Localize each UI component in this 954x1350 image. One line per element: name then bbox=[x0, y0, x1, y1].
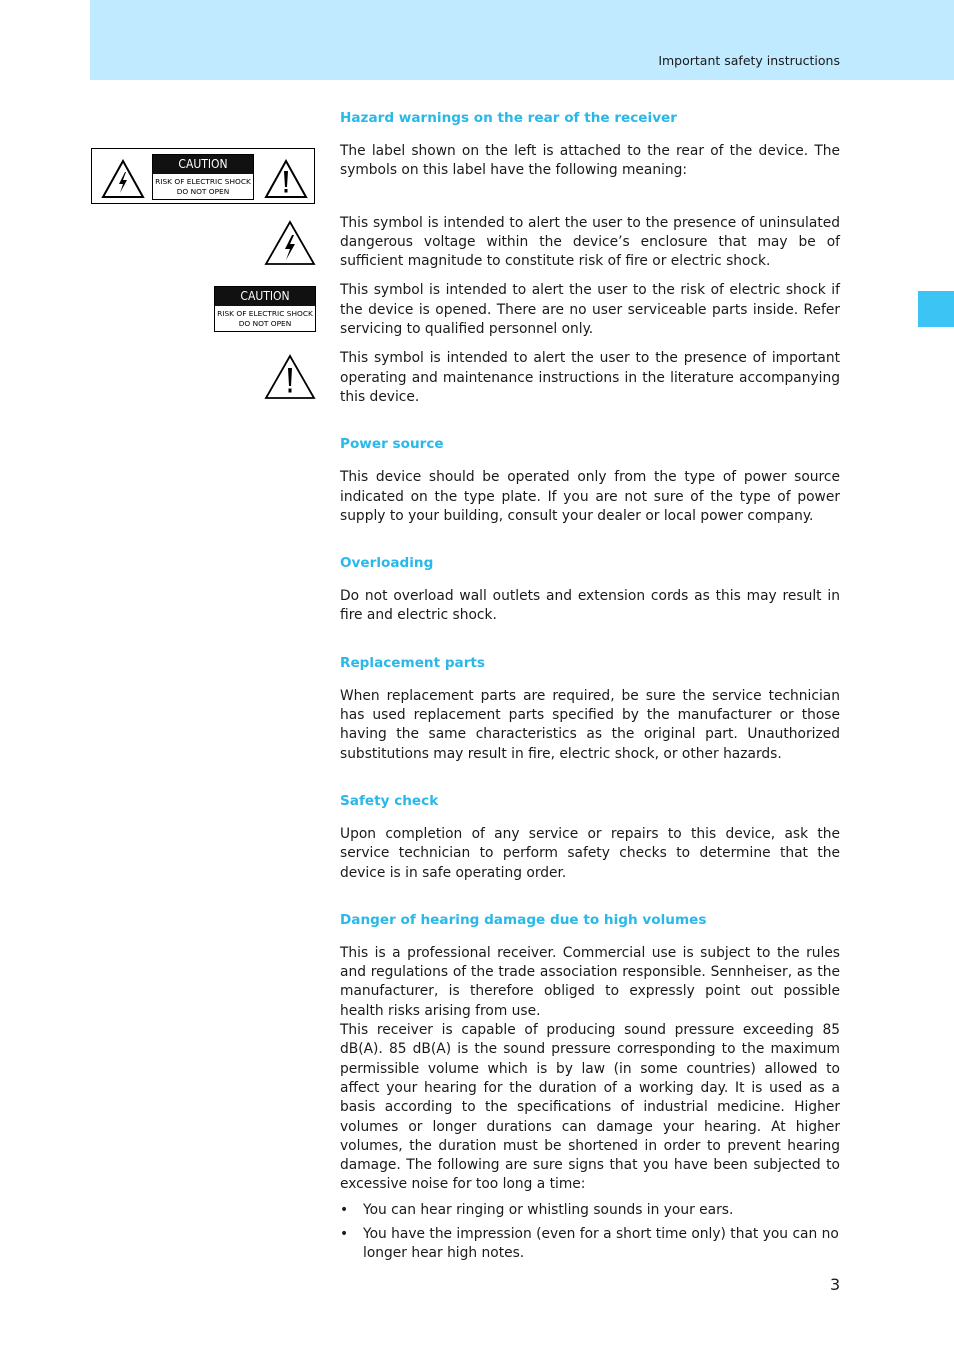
lightning-warning-icon bbox=[101, 159, 145, 199]
list-item-text: You can hear ringing or whistling sounds in your ears. bbox=[363, 1201, 734, 1218]
caution-label bbox=[152, 154, 254, 200]
hazard-intro: The label shown on the left is attached to the rear of the device. The symbols on this label have the following meaning: bbox=[340, 143, 840, 179]
heading-safety-check: Safety check bbox=[340, 792, 439, 809]
caution-symbol-line-1: RISK OF ELECTRIC SHOCK bbox=[217, 309, 313, 318]
hazard-symbol-3-text: This symbol is intended to alert the user to the presence of important operating and maintenance instructions in the literature accompanying this device. bbox=[340, 350, 840, 405]
hazard-symbol-1-text: This symbol is intended to alert the user to the presence of uninsulated dangerous voltage within the device’s enclosure that may be of sufficient magnitude to constitute risk of fire or electric shock. bbox=[340, 214, 840, 270]
hazard-symbol-2-text: This symbol is intended to alert the user to the risk of electric shock if the device is opened. There are no user serviceable parts inside. Refer servicing to qualified personnel only. bbox=[340, 282, 840, 338]
heading-overloading: Overloading bbox=[340, 555, 434, 572]
caution-symbol-line-2: DO NOT OPEN bbox=[238, 319, 292, 328]
hearing-signs-list bbox=[340, 1201, 840, 1264]
page-number: 3 bbox=[830, 1275, 841, 1294]
caution-symbol bbox=[214, 286, 316, 332]
replacement-text: When replacement parts are required, be sure the service technician has used replacement parts specified by the manufacturer or those having the same characteristics as the original part. Unauthorized substitutions may result in fire, electric shock, or other hazards. bbox=[340, 687, 840, 762]
heading-hearing: Danger of hearing damage due to high volumes bbox=[340, 911, 707, 928]
bullet-mark: • bbox=[340, 1225, 349, 1242]
heading-power: Power source bbox=[340, 436, 444, 453]
exclamation-warning-icon bbox=[264, 159, 308, 199]
header-title: Important safety instructions bbox=[658, 53, 840, 68]
caution-line-2: DO NOT OPEN bbox=[176, 187, 230, 196]
main-content bbox=[340, 109, 840, 1269]
header-band bbox=[90, 0, 954, 80]
hearing-text-1: This is a professional receiver. Commercial use is subject to the rules and regulations of the trade association responsible. Sennheiser, as the manufacturer, is therefore obliged to expressly point out possible health risks arising from use. bbox=[340, 944, 840, 1019]
heading-replacement: Replacement parts bbox=[340, 654, 486, 671]
hearing-text-2: This receiver is capable of producing sound pressure exceeding 85 dB(A). 85 dB(A) is the sound pressure corresponding to the maximum permissible volume which is by law (in some countries) allowed to affect your hearing for the duration of a working day. It is used as a basis according to the specifications of industrial medicine. Higher volumes or longer durations can damage your hearing. At higher volumes, the duration must be shortened in order to prevent hearing damage. The following are sure signs that you have been subjected to excessive noise for too long a time: bbox=[340, 1022, 840, 1193]
list-item bbox=[340, 1225, 840, 1264]
overloading-text: Do not overload wall outlets and extension cords as this may result in fire and electric shock. bbox=[340, 588, 840, 624]
lightning-symbol-icon bbox=[264, 220, 316, 266]
power-text: This device should be operated only from the type of power source indicated on the type plate. If you are not sure of the type of power supply to your building, consult your dealer or local power company. bbox=[340, 469, 840, 524]
list-item bbox=[340, 1201, 840, 1220]
heading-hazard: Hazard warnings on the rear of the receiver bbox=[340, 110, 677, 126]
caution-heading: CAUTION bbox=[153, 155, 253, 174]
list-item-text: You have the impression (even for a short time only) that you can no longer hear high notes. bbox=[363, 1225, 839, 1262]
caution-symbol-heading: CAUTION bbox=[215, 287, 315, 306]
bullet-mark: • bbox=[340, 1201, 349, 1218]
safety-check-text: Upon completion of any service or repairs to this device, ask the service technician to perform safety checks to determine that the device is in safe operating order. bbox=[340, 825, 840, 881]
side-tab-marker bbox=[918, 291, 954, 327]
rear-label bbox=[91, 148, 315, 204]
exclamation-symbol-icon bbox=[264, 354, 316, 400]
caution-line-1: RISK OF ELECTRIC SHOCK bbox=[155, 177, 251, 186]
